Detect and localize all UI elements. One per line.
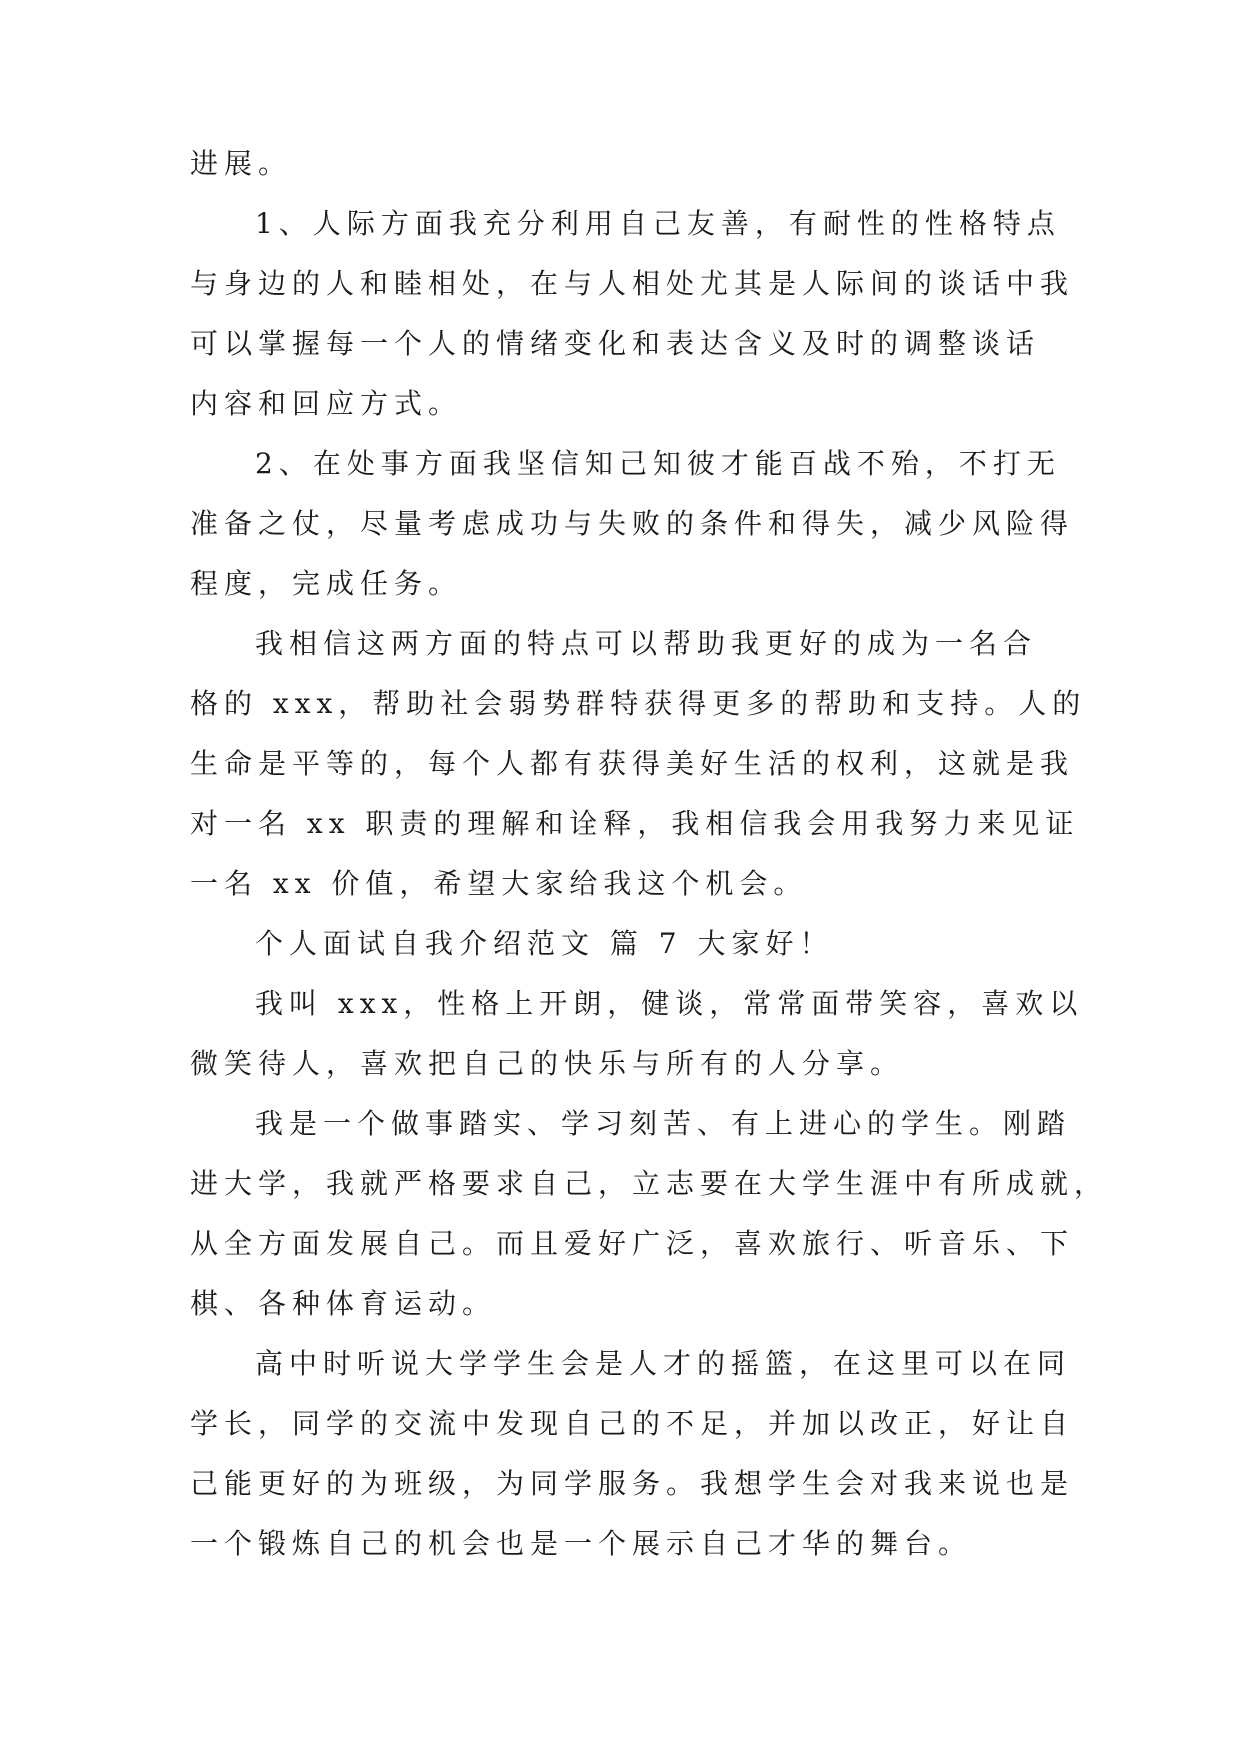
text-line: 我是一个做事踏实、学习刻苦、有上进心的学生。刚踏 (255, 1107, 1072, 1140)
text-line: 格的 xxx，帮助社会弱势群特获得更多的帮助和支持。人的 (190, 687, 1087, 720)
text-line: 高中时听说大学学生会是人才的摇篮，在这里可以在同 (255, 1347, 1072, 1380)
text-line: 2、在处事方面我坚信知己知彼才能百战不殆，不打无 (255, 447, 1061, 480)
text-line: 学长，同学的交流中发现自己的不足，并加以改正，好让自 (190, 1407, 1075, 1440)
text-line: 内容和回应方式。 (190, 387, 463, 420)
text-line: 己能更好的为班级，为同学服务。我想学生会对我来说也是 (190, 1467, 1075, 1500)
text-line: 生命是平等的，每个人都有获得美好生活的权利，这就是我 (190, 747, 1075, 780)
text-line: 我相信这两方面的特点可以帮助我更好的成为一名合 (255, 627, 1038, 660)
text-line: 准备之仗，尽量考虑成功与失败的条件和得失，减少风险得 (190, 507, 1075, 540)
text-line: 程度，完成任务。 (190, 567, 463, 600)
text-line: 与身边的人和睦相处，在与人相处尤其是人际间的谈话中我 (190, 267, 1075, 300)
text-line: 从全方面发展自己。而且爱好广泛，喜欢旅行、听音乐、下 (190, 1227, 1075, 1260)
section-heading: 个人面试自我介绍范文 篇 7 大家好！ (255, 927, 834, 960)
text-line: 进大学，我就严格要求自己，立志要在大学生涯中有所成就， (190, 1167, 1109, 1200)
text-line: 微笑待人，喜欢把自己的快乐与所有的人分享。 (190, 1047, 905, 1080)
text-line: 我叫 xxx，性格上开朗，健谈，常常面带笑容，喜欢以 (255, 987, 1084, 1020)
text-line: 一个锻炼自己的机会也是一个展示自己才华的舞台。 (190, 1527, 973, 1560)
text-line: 对一名 xx 职责的理解和诠释，我相信我会用我努力来见证 (190, 807, 1080, 840)
text-line: 可以掌握每一个人的情绪变化和表达含义及时的调整谈话 (190, 327, 1041, 360)
text-line: 一名 xx 价值，希望大家给我这个机会。 (190, 867, 808, 900)
text-line: 1、人际方面我充分利用自己友善，有耐性的性格特点 (255, 207, 1061, 240)
text-line: 进展。 (190, 147, 293, 180)
text-line: 棋、各种体育运动。 (190, 1287, 497, 1320)
